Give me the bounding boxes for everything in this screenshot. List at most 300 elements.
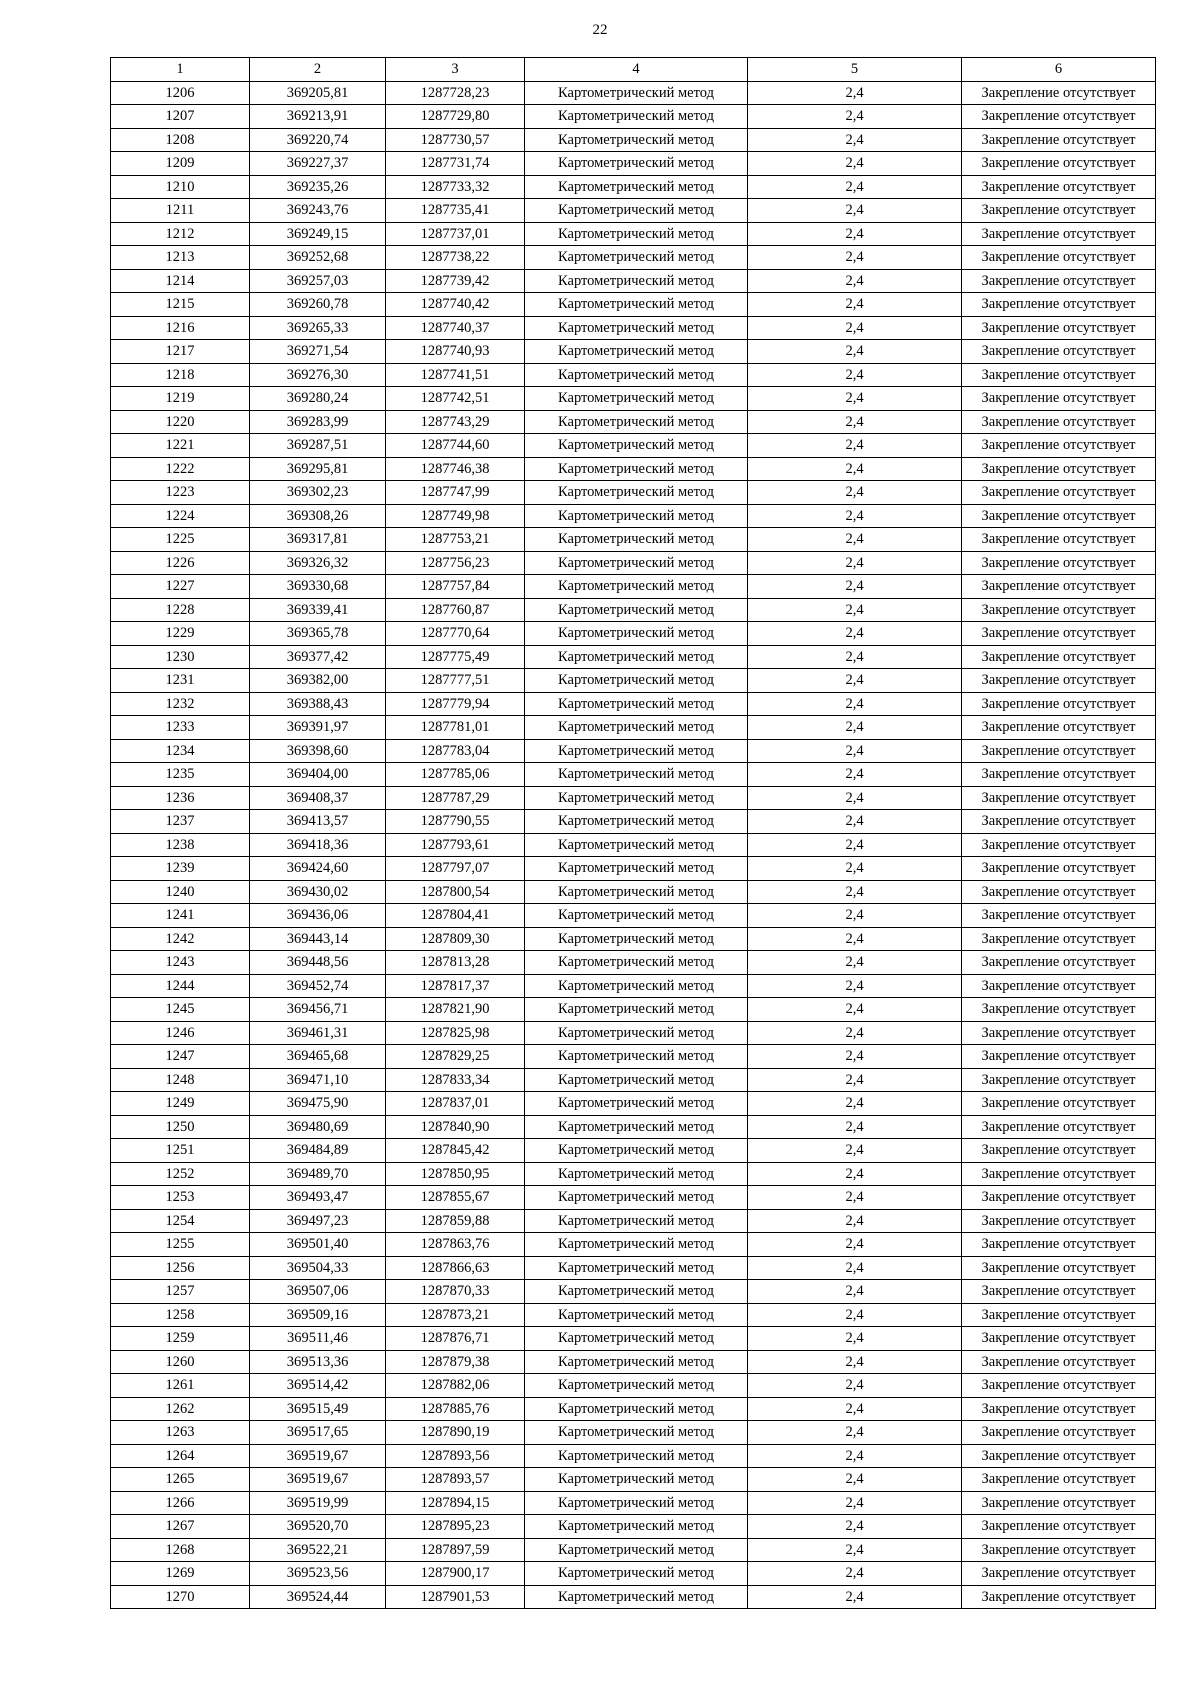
fixing-description-cell: Закрепление отсутствует xyxy=(962,904,1156,928)
point-number-cell: 1249 xyxy=(111,1092,250,1116)
method-cell: Картометрический метод xyxy=(525,175,748,199)
accuracy-cell: 2,4 xyxy=(748,1468,962,1492)
fixing-description-cell: Закрепление отсутствует xyxy=(962,1280,1156,1304)
x-coordinate-cell: 369276,30 xyxy=(250,363,386,387)
method-cell: Картометрический метод xyxy=(525,1186,748,1210)
point-number-cell: 1265 xyxy=(111,1468,250,1492)
table-row xyxy=(111,1139,1156,1163)
column-header-4: 4 xyxy=(525,58,748,82)
accuracy-cell: 2,4 xyxy=(748,1303,962,1327)
method-cell: Картометрический метод xyxy=(525,880,748,904)
table-row xyxy=(111,222,1156,246)
fixing-description-cell: Закрепление отсутствует xyxy=(962,199,1156,223)
fixing-description-cell: Закрепление отсутствует xyxy=(962,152,1156,176)
accuracy-cell: 2,4 xyxy=(748,857,962,881)
point-number-cell: 1242 xyxy=(111,927,250,951)
accuracy-cell: 2,4 xyxy=(748,692,962,716)
x-coordinate-cell: 369408,37 xyxy=(250,786,386,810)
x-coordinate-cell: 369471,10 xyxy=(250,1068,386,1092)
table-row xyxy=(111,504,1156,528)
x-coordinate-cell: 369511,46 xyxy=(250,1327,386,1351)
x-coordinate-cell: 369287,51 xyxy=(250,434,386,458)
y-coordinate-cell: 1287804,41 xyxy=(386,904,525,928)
fixing-description-cell: Закрепление отсутствует xyxy=(962,927,1156,951)
y-coordinate-cell: 1287821,90 xyxy=(386,998,525,1022)
point-number-cell: 1214 xyxy=(111,269,250,293)
x-coordinate-cell: 369413,57 xyxy=(250,810,386,834)
accuracy-cell: 2,4 xyxy=(748,1209,962,1233)
point-number-cell: 1269 xyxy=(111,1562,250,1586)
fixing-description-cell: Закрепление отсутствует xyxy=(962,1327,1156,1351)
method-cell: Картометрический метод xyxy=(525,1303,748,1327)
point-number-cell: 1229 xyxy=(111,622,250,646)
fixing-description-cell: Закрепление отсутствует xyxy=(962,1562,1156,1586)
point-number-cell: 1256 xyxy=(111,1256,250,1280)
method-cell: Картометрический метод xyxy=(525,622,748,646)
x-coordinate-cell: 369404,00 xyxy=(250,763,386,787)
table-row xyxy=(111,410,1156,434)
fixing-description-cell: Закрепление отсутствует xyxy=(962,246,1156,270)
y-coordinate-cell: 1287873,21 xyxy=(386,1303,525,1327)
y-coordinate-cell: 1287737,01 xyxy=(386,222,525,246)
table-row xyxy=(111,880,1156,904)
method-cell: Картометрический метод xyxy=(525,739,748,763)
table-row xyxy=(111,998,1156,1022)
y-coordinate-cell: 1287855,67 xyxy=(386,1186,525,1210)
method-cell: Картометрический метод xyxy=(525,1209,748,1233)
accuracy-cell: 2,4 xyxy=(748,481,962,505)
method-cell: Картометрический метод xyxy=(525,434,748,458)
y-coordinate-cell: 1287779,94 xyxy=(386,692,525,716)
method-cell: Картометрический метод xyxy=(525,974,748,998)
point-number-cell: 1250 xyxy=(111,1115,250,1139)
table-row xyxy=(111,1538,1156,1562)
x-coordinate-cell: 369489,70 xyxy=(250,1162,386,1186)
y-coordinate-cell: 1287850,95 xyxy=(386,1162,525,1186)
x-coordinate-cell: 369326,32 xyxy=(250,551,386,575)
table-row xyxy=(111,1068,1156,1092)
table-row xyxy=(111,1562,1156,1586)
x-coordinate-cell: 369461,31 xyxy=(250,1021,386,1045)
fixing-description-cell: Закрепление отсутствует xyxy=(962,1491,1156,1515)
table-row xyxy=(111,1280,1156,1304)
accuracy-cell: 2,4 xyxy=(748,598,962,622)
fixing-description-cell: Закрепление отсутствует xyxy=(962,316,1156,340)
x-coordinate-cell: 369430,02 xyxy=(250,880,386,904)
table-row xyxy=(111,551,1156,575)
point-number-cell: 1251 xyxy=(111,1139,250,1163)
table-row xyxy=(111,1186,1156,1210)
accuracy-cell: 2,4 xyxy=(748,387,962,411)
fixing-description-cell: Закрепление отсутствует xyxy=(962,269,1156,293)
fixing-description-cell: Закрепление отсутствует xyxy=(962,645,1156,669)
x-coordinate-cell: 369252,68 xyxy=(250,246,386,270)
accuracy-cell: 2,4 xyxy=(748,1444,962,1468)
x-coordinate-cell: 369220,74 xyxy=(250,128,386,152)
y-coordinate-cell: 1287741,51 xyxy=(386,363,525,387)
y-coordinate-cell: 1287870,33 xyxy=(386,1280,525,1304)
point-number-cell: 1220 xyxy=(111,410,250,434)
point-number-cell: 1210 xyxy=(111,175,250,199)
point-number-cell: 1218 xyxy=(111,363,250,387)
x-coordinate-cell: 369388,43 xyxy=(250,692,386,716)
fixing-description-cell: Закрепление отсутствует xyxy=(962,1515,1156,1539)
fixing-description-cell: Закрепление отсутствует xyxy=(962,1303,1156,1327)
method-cell: Картометрический метод xyxy=(525,1515,748,1539)
x-coordinate-cell: 369475,90 xyxy=(250,1092,386,1116)
y-coordinate-cell: 1287777,51 xyxy=(386,669,525,693)
method-cell: Картометрический метод xyxy=(525,1115,748,1139)
point-number-cell: 1261 xyxy=(111,1374,250,1398)
x-coordinate-cell: 369295,81 xyxy=(250,457,386,481)
point-number-cell: 1255 xyxy=(111,1233,250,1257)
x-coordinate-cell: 369456,71 xyxy=(250,998,386,1022)
accuracy-cell: 2,4 xyxy=(748,175,962,199)
y-coordinate-cell: 1287793,61 xyxy=(386,833,525,857)
point-number-cell: 1268 xyxy=(111,1538,250,1562)
table-row xyxy=(111,857,1156,881)
fixing-description-cell: Закрепление отсутствует xyxy=(962,387,1156,411)
accuracy-cell: 2,4 xyxy=(748,269,962,293)
method-cell: Картометрический метод xyxy=(525,457,748,481)
table-row xyxy=(111,1021,1156,1045)
x-coordinate-cell: 369205,81 xyxy=(250,81,386,105)
method-cell: Картометрический метод xyxy=(525,810,748,834)
table-row xyxy=(111,128,1156,152)
table-row xyxy=(111,951,1156,975)
point-number-cell: 1234 xyxy=(111,739,250,763)
method-cell: Картометрический метод xyxy=(525,951,748,975)
point-number-cell: 1243 xyxy=(111,951,250,975)
y-coordinate-cell: 1287775,49 xyxy=(386,645,525,669)
accuracy-cell: 2,4 xyxy=(748,1256,962,1280)
x-coordinate-cell: 369283,99 xyxy=(250,410,386,434)
method-cell: Картометрический метод xyxy=(525,528,748,552)
fixing-description-cell: Закрепление отсутствует xyxy=(962,1209,1156,1233)
point-number-cell: 1215 xyxy=(111,293,250,317)
coordinates-table xyxy=(110,57,1156,1609)
accuracy-cell: 2,4 xyxy=(748,1374,962,1398)
table-row xyxy=(111,340,1156,364)
point-number-cell: 1247 xyxy=(111,1045,250,1069)
table-row xyxy=(111,1444,1156,1468)
x-coordinate-cell: 369377,42 xyxy=(250,645,386,669)
method-cell: Картометрический метод xyxy=(525,1162,748,1186)
fixing-description-cell: Закрепление отсутствует xyxy=(962,1538,1156,1562)
y-coordinate-cell: 1287744,60 xyxy=(386,434,525,458)
point-number-cell: 1260 xyxy=(111,1350,250,1374)
fixing-description-cell: Закрепление отсутствует xyxy=(962,1468,1156,1492)
x-coordinate-cell: 369330,68 xyxy=(250,575,386,599)
x-coordinate-cell: 369452,74 xyxy=(250,974,386,998)
accuracy-cell: 2,4 xyxy=(748,81,962,105)
x-coordinate-cell: 369308,26 xyxy=(250,504,386,528)
x-coordinate-cell: 369235,26 xyxy=(250,175,386,199)
x-coordinate-cell: 369436,06 xyxy=(250,904,386,928)
point-number-cell: 1230 xyxy=(111,645,250,669)
y-coordinate-cell: 1287728,23 xyxy=(386,81,525,105)
y-coordinate-cell: 1287897,59 xyxy=(386,1538,525,1562)
method-cell: Картометрический метод xyxy=(525,1139,748,1163)
table-row xyxy=(111,434,1156,458)
method-cell: Картометрический метод xyxy=(525,575,748,599)
method-cell: Картометрический метод xyxy=(525,927,748,951)
table-row xyxy=(111,1350,1156,1374)
fixing-description-cell: Закрепление отсутствует xyxy=(962,1115,1156,1139)
table-header-row xyxy=(111,58,1156,82)
table-row xyxy=(111,528,1156,552)
x-coordinate-cell: 369513,36 xyxy=(250,1350,386,1374)
x-coordinate-cell: 369339,41 xyxy=(250,598,386,622)
x-coordinate-cell: 369227,37 xyxy=(250,152,386,176)
accuracy-cell: 2,4 xyxy=(748,1186,962,1210)
fixing-description-cell: Закрепление отсутствует xyxy=(962,786,1156,810)
table-row xyxy=(111,1515,1156,1539)
method-cell: Картометрический метод xyxy=(525,246,748,270)
method-cell: Картометрический метод xyxy=(525,551,748,575)
accuracy-cell: 2,4 xyxy=(748,1280,962,1304)
table-row xyxy=(111,246,1156,270)
point-number-cell: 1231 xyxy=(111,669,250,693)
y-coordinate-cell: 1287749,98 xyxy=(386,504,525,528)
y-coordinate-cell: 1287900,17 xyxy=(386,1562,525,1586)
method-cell: Картометрический метод xyxy=(525,1421,748,1445)
accuracy-cell: 2,4 xyxy=(748,1092,962,1116)
table-row xyxy=(111,81,1156,105)
accuracy-cell: 2,4 xyxy=(748,1327,962,1351)
fixing-description-cell: Закрепление отсутствует xyxy=(962,434,1156,458)
accuracy-cell: 2,4 xyxy=(748,1115,962,1139)
table-row xyxy=(111,1374,1156,1398)
table-row xyxy=(111,598,1156,622)
table-row xyxy=(111,1209,1156,1233)
table-row xyxy=(111,1303,1156,1327)
fixing-description-cell: Закрепление отсутствует xyxy=(962,739,1156,763)
method-cell: Картометрический метод xyxy=(525,340,748,364)
method-cell: Картометрический метод xyxy=(525,692,748,716)
x-coordinate-cell: 369515,49 xyxy=(250,1397,386,1421)
point-number-cell: 1246 xyxy=(111,1021,250,1045)
table-row xyxy=(111,810,1156,834)
fixing-description-cell: Закрепление отсутствует xyxy=(962,1256,1156,1280)
point-number-cell: 1225 xyxy=(111,528,250,552)
y-coordinate-cell: 1287729,80 xyxy=(386,105,525,129)
x-coordinate-cell: 369507,06 xyxy=(250,1280,386,1304)
point-number-cell: 1233 xyxy=(111,716,250,740)
table-row xyxy=(111,457,1156,481)
method-cell: Картометрический метод xyxy=(525,1280,748,1304)
y-coordinate-cell: 1287885,76 xyxy=(386,1397,525,1421)
method-cell: Картометрический метод xyxy=(525,1092,748,1116)
point-number-cell: 1258 xyxy=(111,1303,250,1327)
point-number-cell: 1237 xyxy=(111,810,250,834)
accuracy-cell: 2,4 xyxy=(748,575,962,599)
column-header-3: 3 xyxy=(386,58,525,82)
column-header-2: 2 xyxy=(250,58,386,82)
x-coordinate-cell: 369519,99 xyxy=(250,1491,386,1515)
y-coordinate-cell: 1287833,34 xyxy=(386,1068,525,1092)
accuracy-cell: 2,4 xyxy=(748,1045,962,1069)
y-coordinate-cell: 1287817,37 xyxy=(386,974,525,998)
y-coordinate-cell: 1287787,29 xyxy=(386,786,525,810)
fixing-description-cell: Закрепление отсутствует xyxy=(962,669,1156,693)
x-coordinate-cell: 369398,60 xyxy=(250,739,386,763)
point-number-cell: 1238 xyxy=(111,833,250,857)
fixing-description-cell: Закрепление отсутствует xyxy=(962,363,1156,387)
fixing-description-cell: Закрепление отсутствует xyxy=(962,810,1156,834)
fixing-description-cell: Закрепление отсутствует xyxy=(962,622,1156,646)
method-cell: Картометрический метод xyxy=(525,316,748,340)
y-coordinate-cell: 1287866,63 xyxy=(386,1256,525,1280)
x-coordinate-cell: 369497,23 xyxy=(250,1209,386,1233)
x-coordinate-cell: 369501,40 xyxy=(250,1233,386,1257)
accuracy-cell: 2,4 xyxy=(748,246,962,270)
x-coordinate-cell: 369391,97 xyxy=(250,716,386,740)
fixing-description-cell: Закрепление отсутствует xyxy=(962,128,1156,152)
method-cell: Картометрический метод xyxy=(525,716,748,740)
y-coordinate-cell: 1287756,23 xyxy=(386,551,525,575)
y-coordinate-cell: 1287895,23 xyxy=(386,1515,525,1539)
accuracy-cell: 2,4 xyxy=(748,927,962,951)
table-row xyxy=(111,1585,1156,1609)
column-header-6: 6 xyxy=(962,58,1156,82)
y-coordinate-cell: 1287785,06 xyxy=(386,763,525,787)
fixing-description-cell: Закрепление отсутствует xyxy=(962,575,1156,599)
point-number-cell: 1245 xyxy=(111,998,250,1022)
accuracy-cell: 2,4 xyxy=(748,199,962,223)
method-cell: Картометрический метод xyxy=(525,1444,748,1468)
y-coordinate-cell: 1287740,42 xyxy=(386,293,525,317)
accuracy-cell: 2,4 xyxy=(748,645,962,669)
fixing-description-cell: Закрепление отсутствует xyxy=(962,222,1156,246)
page-number: 22 xyxy=(592,22,608,38)
point-number-cell: 1240 xyxy=(111,880,250,904)
method-cell: Картометрический метод xyxy=(525,598,748,622)
accuracy-cell: 2,4 xyxy=(748,810,962,834)
x-coordinate-cell: 369522,21 xyxy=(250,1538,386,1562)
y-coordinate-cell: 1287840,90 xyxy=(386,1115,525,1139)
fixing-description-cell: Закрепление отсутствует xyxy=(962,293,1156,317)
table-row xyxy=(111,716,1156,740)
fixing-description-cell: Закрепление отсутствует xyxy=(962,1350,1156,1374)
accuracy-cell: 2,4 xyxy=(748,786,962,810)
method-cell: Картометрический метод xyxy=(525,1397,748,1421)
point-number-cell: 1217 xyxy=(111,340,250,364)
point-number-cell: 1223 xyxy=(111,481,250,505)
point-number-cell: 1239 xyxy=(111,857,250,881)
y-coordinate-cell: 1287735,41 xyxy=(386,199,525,223)
table-row xyxy=(111,269,1156,293)
x-coordinate-cell: 369382,00 xyxy=(250,669,386,693)
y-coordinate-cell: 1287882,06 xyxy=(386,1374,525,1398)
y-coordinate-cell: 1287813,28 xyxy=(386,951,525,975)
fixing-description-cell: Закрепление отсутствует xyxy=(962,1397,1156,1421)
fixing-description-cell: Закрепление отсутствует xyxy=(962,880,1156,904)
point-number-cell: 1227 xyxy=(111,575,250,599)
x-coordinate-cell: 369523,56 xyxy=(250,1562,386,1586)
method-cell: Картометрический метод xyxy=(525,786,748,810)
fixing-description-cell: Закрепление отсутствует xyxy=(962,1233,1156,1257)
point-number-cell: 1206 xyxy=(111,81,250,105)
accuracy-cell: 2,4 xyxy=(748,105,962,129)
accuracy-cell: 2,4 xyxy=(748,716,962,740)
fixing-description-cell: Закрепление отсутствует xyxy=(962,1021,1156,1045)
accuracy-cell: 2,4 xyxy=(748,1162,962,1186)
x-coordinate-cell: 369519,67 xyxy=(250,1468,386,1492)
y-coordinate-cell: 1287890,19 xyxy=(386,1421,525,1445)
table-row xyxy=(111,387,1156,411)
fixing-description-cell: Закрепление отсутствует xyxy=(962,1585,1156,1609)
x-coordinate-cell: 369517,65 xyxy=(250,1421,386,1445)
y-coordinate-cell: 1287742,51 xyxy=(386,387,525,411)
method-cell: Картометрический метод xyxy=(525,1374,748,1398)
method-cell: Картометрический метод xyxy=(525,1585,748,1609)
point-number-cell: 1212 xyxy=(111,222,250,246)
y-coordinate-cell: 1287901,53 xyxy=(386,1585,525,1609)
fixing-description-cell: Закрепление отсутствует xyxy=(962,1068,1156,1092)
point-number-cell: 1248 xyxy=(111,1068,250,1092)
x-coordinate-cell: 369524,44 xyxy=(250,1585,386,1609)
fixing-description-cell: Закрепление отсутствует xyxy=(962,716,1156,740)
method-cell: Картометрический метод xyxy=(525,904,748,928)
method-cell: Картометрический метод xyxy=(525,81,748,105)
table-row xyxy=(111,1092,1156,1116)
method-cell: Картометрический метод xyxy=(525,645,748,669)
method-cell: Картометрический метод xyxy=(525,1045,748,1069)
fixing-description-cell: Закрепление отсутствует xyxy=(962,1374,1156,1398)
method-cell: Картометрический метод xyxy=(525,1021,748,1045)
x-coordinate-cell: 369257,03 xyxy=(250,269,386,293)
point-number-cell: 1254 xyxy=(111,1209,250,1233)
accuracy-cell: 2,4 xyxy=(748,293,962,317)
x-coordinate-cell: 369280,24 xyxy=(250,387,386,411)
method-cell: Картометрический метод xyxy=(525,1562,748,1586)
point-number-cell: 1236 xyxy=(111,786,250,810)
point-number-cell: 1253 xyxy=(111,1186,250,1210)
y-coordinate-cell: 1287859,88 xyxy=(386,1209,525,1233)
table-row xyxy=(111,1397,1156,1421)
method-cell: Картометрический метод xyxy=(525,387,748,411)
x-coordinate-cell: 369317,81 xyxy=(250,528,386,552)
accuracy-cell: 2,4 xyxy=(748,622,962,646)
point-number-cell: 1263 xyxy=(111,1421,250,1445)
method-cell: Картометрический метод xyxy=(525,504,748,528)
x-coordinate-cell: 369260,78 xyxy=(250,293,386,317)
accuracy-cell: 2,4 xyxy=(748,833,962,857)
table-row xyxy=(111,175,1156,199)
method-cell: Картометрический метод xyxy=(525,481,748,505)
x-coordinate-cell: 369265,33 xyxy=(250,316,386,340)
fixing-description-cell: Закрепление отсутствует xyxy=(962,1186,1156,1210)
x-coordinate-cell: 369480,69 xyxy=(250,1115,386,1139)
accuracy-cell: 2,4 xyxy=(748,1233,962,1257)
fixing-description-cell: Закрепление отсутствует xyxy=(962,175,1156,199)
fixing-description-cell: Закрепление отсутствует xyxy=(962,763,1156,787)
y-coordinate-cell: 1287837,01 xyxy=(386,1092,525,1116)
x-coordinate-cell: 369365,78 xyxy=(250,622,386,646)
point-number-cell: 1266 xyxy=(111,1491,250,1515)
table-row xyxy=(111,763,1156,787)
accuracy-cell: 2,4 xyxy=(748,974,962,998)
point-number-cell: 1264 xyxy=(111,1444,250,1468)
accuracy-cell: 2,4 xyxy=(748,904,962,928)
y-coordinate-cell: 1287825,98 xyxy=(386,1021,525,1045)
method-cell: Картометрический метод xyxy=(525,269,748,293)
point-number-cell: 1213 xyxy=(111,246,250,270)
fixing-description-cell: Закрепление отсутствует xyxy=(962,857,1156,881)
y-coordinate-cell: 1287894,15 xyxy=(386,1491,525,1515)
table-row xyxy=(111,1115,1156,1139)
